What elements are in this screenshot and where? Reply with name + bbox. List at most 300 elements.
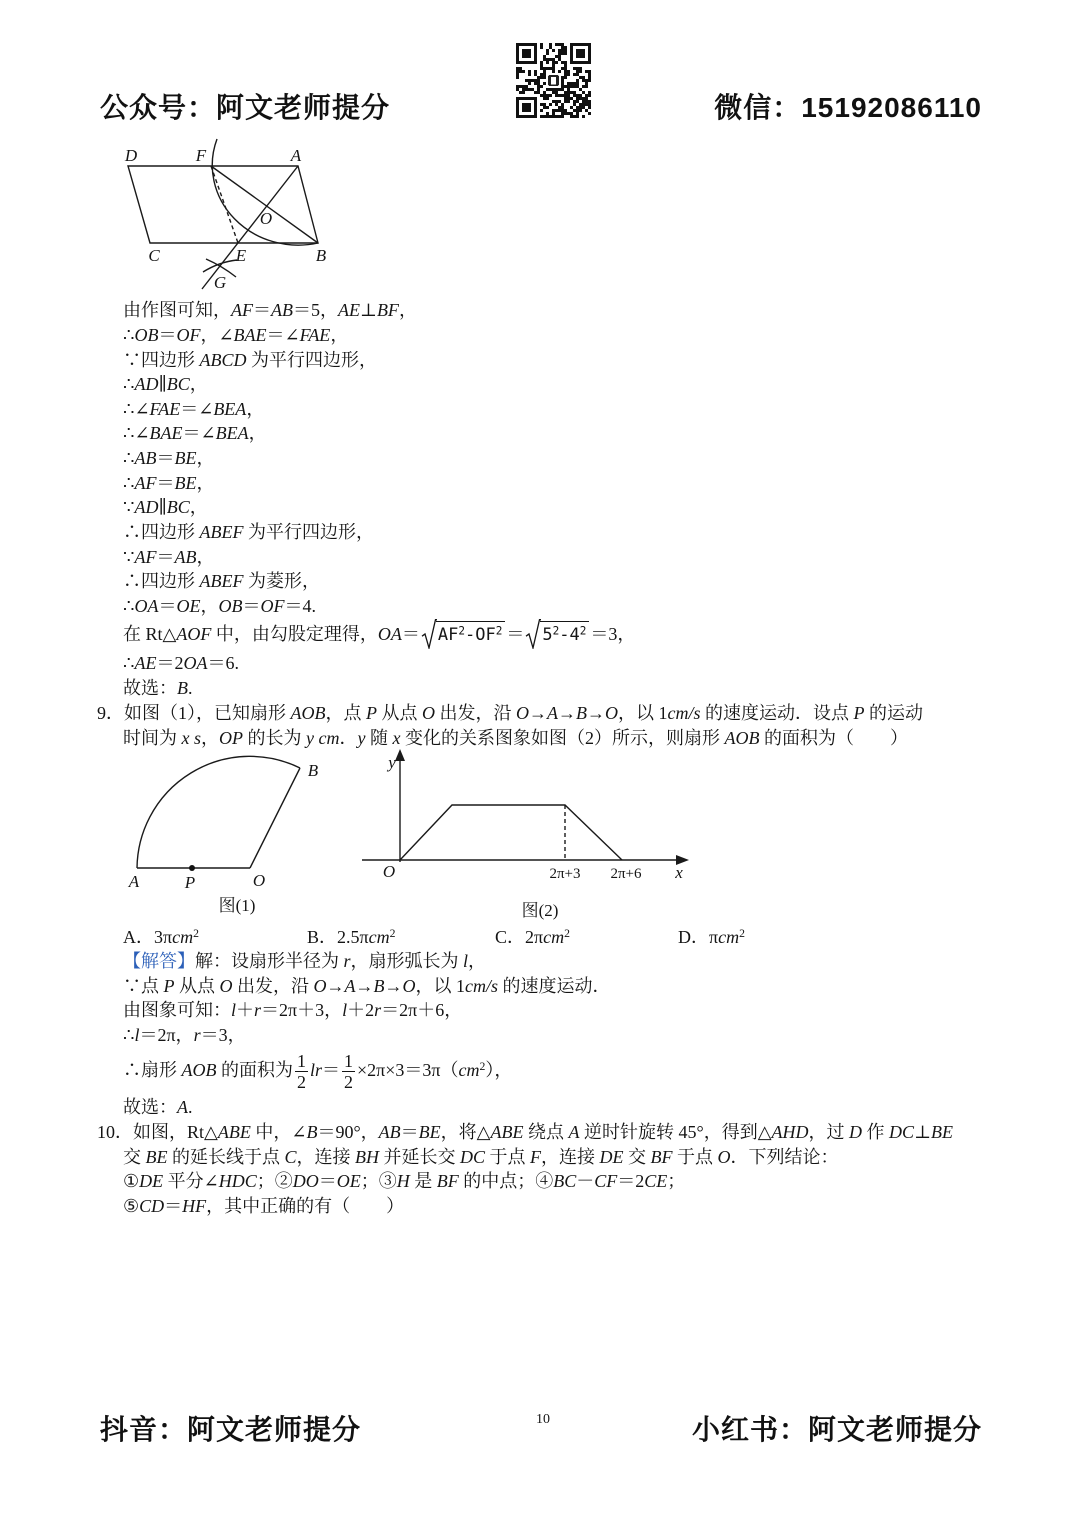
text-run: ⊥ bbox=[914, 1122, 931, 1142]
text-run: 的运动 bbox=[864, 703, 923, 723]
text-run: ∴四边形 bbox=[123, 522, 200, 542]
math-variable: OF bbox=[260, 596, 285, 616]
text-run: ＋ bbox=[236, 1000, 255, 1020]
text-run: ，过 bbox=[808, 1122, 850, 1142]
math-variable: A bbox=[177, 1097, 188, 1117]
header-wechat-account: 公众号：阿文老师提分 bbox=[100, 92, 391, 123]
text-run: ＝3， bbox=[590, 624, 636, 644]
label-b: B bbox=[307, 761, 319, 780]
text-run: 解：设扇形半径为 bbox=[195, 951, 344, 971]
text-run: 出发，沿 bbox=[435, 703, 516, 723]
header-wechat-id: 微信：15192086110 bbox=[714, 92, 982, 123]
math-variable: A bbox=[344, 976, 356, 996]
math-variable: AB bbox=[134, 448, 157, 468]
math-variable: BF bbox=[436, 1171, 459, 1191]
text-run: ∵点 bbox=[123, 976, 164, 996]
text-run: 绕点 bbox=[523, 1122, 569, 1142]
solution-8-pythagoras-line bbox=[123, 619, 635, 649]
solution-9-line bbox=[123, 998, 462, 1022]
text-run: ， bbox=[189, 374, 208, 394]
math-variable: AOB bbox=[181, 1060, 217, 1080]
solution-8-line bbox=[123, 323, 348, 347]
text-run: ＝ bbox=[322, 1060, 341, 1080]
text-run: -4 bbox=[559, 625, 580, 645]
text-run: 在 Rt△ bbox=[123, 624, 177, 644]
solution-8-line bbox=[123, 446, 214, 470]
math-variable: BC bbox=[553, 1171, 577, 1191]
solution-8-line bbox=[123, 471, 214, 495]
superscript: 2 bbox=[552, 624, 560, 638]
superscript: 2 bbox=[579, 624, 587, 638]
text-run: 随 bbox=[365, 728, 393, 748]
solution-9-line bbox=[123, 974, 611, 998]
text-run: 时间为 bbox=[123, 728, 182, 748]
solution-8-line bbox=[123, 348, 377, 372]
math-variable: BAE bbox=[149, 423, 183, 443]
solution-9-line bbox=[123, 1023, 246, 1047]
text-run: ； bbox=[667, 1171, 686, 1191]
text-run: ＝ bbox=[506, 624, 525, 644]
math-variable: DE bbox=[139, 1171, 164, 1191]
solution-8-line bbox=[123, 421, 267, 445]
text-run: ＝ bbox=[156, 473, 175, 493]
text-run: ＝ bbox=[401, 624, 420, 644]
footer-douyin-account: 抖音：阿文老师提分 bbox=[100, 1414, 362, 1445]
text-run: 如图（1），已知扇形 bbox=[124, 703, 291, 723]
text-run: A．3π bbox=[123, 927, 173, 947]
label-e: E bbox=[235, 246, 247, 265]
text-run: . bbox=[188, 1097, 193, 1117]
question-9-figures bbox=[120, 745, 700, 925]
text-run: ∴∠ bbox=[123, 399, 150, 419]
segment-fb bbox=[211, 166, 318, 243]
text-run: ，点 bbox=[325, 703, 366, 723]
text-run: － bbox=[576, 1171, 595, 1191]
superscript: 2 bbox=[495, 624, 503, 638]
text-run: ∥ bbox=[158, 374, 167, 394]
math-variable: OB bbox=[218, 596, 243, 616]
solution-9-line bbox=[123, 949, 486, 973]
math-variable: cm/s bbox=[465, 976, 498, 996]
text-run: ， bbox=[468, 951, 487, 971]
label-a: A bbox=[128, 872, 140, 891]
text-run: 从点 bbox=[174, 976, 220, 996]
text-run: 由作图可知， bbox=[123, 300, 231, 320]
text-run: ， bbox=[196, 473, 215, 493]
y-axis-arrow-icon bbox=[395, 749, 405, 761]
solution-8-line bbox=[123, 495, 208, 519]
label-g: G bbox=[213, 273, 227, 292]
math-variable: B bbox=[373, 976, 385, 996]
text-run: C．2π bbox=[495, 927, 544, 947]
text-run: -OF bbox=[465, 625, 496, 645]
fraction-numerator: 1 bbox=[297, 1051, 306, 1072]
solution-8-line bbox=[123, 569, 320, 593]
math-variable: CE bbox=[644, 1171, 668, 1191]
option-b bbox=[307, 925, 395, 949]
sector-arc bbox=[137, 756, 300, 868]
math-variable: DC bbox=[460, 1147, 486, 1167]
math-variable: y cm bbox=[306, 728, 340, 748]
math-variable: O bbox=[516, 703, 529, 723]
math-variable: O bbox=[717, 1147, 731, 1167]
math-variable: OE bbox=[176, 596, 201, 616]
math-variable: BEA bbox=[213, 399, 247, 419]
text-run: 由图象可知： bbox=[123, 1000, 231, 1020]
radius-ob bbox=[250, 768, 300, 868]
math-variable: AOF bbox=[176, 624, 212, 644]
math-variable: cm bbox=[718, 927, 740, 947]
text-run: ＝ bbox=[164, 1196, 183, 1216]
text-run: ⑤ bbox=[123, 1196, 140, 1216]
math-variable: OA bbox=[377, 624, 402, 644]
math-variable: DO bbox=[292, 1171, 319, 1191]
solution-8-line bbox=[123, 298, 417, 322]
label-p: P bbox=[184, 873, 196, 892]
math-variable: DE bbox=[599, 1147, 624, 1167]
option-d bbox=[678, 925, 745, 949]
text-run: 平分∠ bbox=[163, 1171, 219, 1191]
text-run: ， bbox=[200, 596, 219, 616]
math-variable: HDC bbox=[218, 1171, 257, 1191]
text-run: 为菱形， bbox=[243, 571, 320, 591]
text-run: ＝ bbox=[242, 596, 261, 616]
text-run: 如图，Rt△ bbox=[133, 1122, 218, 1142]
text-run: AF bbox=[437, 625, 459, 645]
solution-8-answer bbox=[123, 676, 193, 700]
text-run: ＝ bbox=[318, 1171, 337, 1191]
math-variable: BEA bbox=[215, 423, 249, 443]
math-variable: lr bbox=[310, 1060, 323, 1080]
text-run: 出发，沿 bbox=[232, 976, 314, 996]
text-run: ， bbox=[246, 399, 265, 419]
math-variable: BF bbox=[650, 1147, 673, 1167]
label-f: F bbox=[195, 146, 207, 165]
text-run: ，以 1 bbox=[415, 976, 465, 996]
question-number: 9． bbox=[97, 703, 124, 723]
superscript: 2 bbox=[739, 927, 745, 941]
text-run: ，连接 bbox=[541, 1147, 600, 1167]
math-variable: B bbox=[177, 678, 188, 698]
label-d: D bbox=[124, 146, 138, 165]
question-9-line bbox=[97, 701, 923, 725]
solution-8-line bbox=[123, 594, 316, 618]
option-c bbox=[495, 925, 570, 949]
text-run: ∴ bbox=[123, 325, 135, 345]
text-run: ＝2π， bbox=[139, 1025, 194, 1045]
radicand bbox=[436, 621, 506, 646]
x-axis-label: x bbox=[675, 863, 683, 882]
superscript: 2 bbox=[389, 927, 396, 941]
text-run: ∵ bbox=[123, 497, 135, 517]
math-variable: O bbox=[422, 703, 435, 723]
square-root bbox=[421, 619, 506, 649]
text-run: ， bbox=[196, 547, 215, 567]
text-run: ＝∠ bbox=[182, 423, 216, 443]
math-variable: DC bbox=[889, 1122, 915, 1142]
math-variable: AE bbox=[338, 300, 360, 320]
solution-9-answer bbox=[123, 1095, 193, 1119]
text-run: ∴ bbox=[123, 473, 135, 493]
text-run: ＝5， bbox=[293, 300, 338, 320]
math-variable: OP bbox=[219, 728, 243, 748]
text-run: 为平行四边形， bbox=[243, 522, 374, 542]
fraction bbox=[342, 1051, 355, 1092]
math-variable: BE bbox=[174, 448, 197, 468]
math-variable: P bbox=[163, 976, 175, 996]
math-variable: AD bbox=[134, 374, 159, 394]
square-root bbox=[525, 619, 589, 649]
text-run: ∴ bbox=[123, 448, 135, 468]
math-variable: l bbox=[342, 1000, 348, 1020]
footer-xiaohongshu-account: 小红书：阿文老师提分 bbox=[691, 1414, 982, 1445]
text-run: D．π bbox=[678, 927, 719, 947]
text-run: ， bbox=[248, 423, 267, 443]
text-run: 中，∠ bbox=[250, 1122, 307, 1142]
question-9-text bbox=[124, 703, 923, 723]
math-variable: P bbox=[366, 703, 377, 723]
fraction-numerator: 1 bbox=[344, 1051, 354, 1072]
text-run: ， bbox=[330, 325, 349, 345]
math-variable: cm bbox=[172, 927, 194, 947]
math-variable: AOB bbox=[724, 728, 760, 748]
math-variable: BC bbox=[166, 497, 190, 517]
math-variable: AF bbox=[231, 300, 253, 320]
text-run: ∵ bbox=[123, 547, 135, 567]
text-run: 故选： bbox=[123, 1097, 177, 1117]
text-run: ∥ bbox=[158, 497, 167, 517]
math-variable: F bbox=[530, 1147, 542, 1167]
text-run: ＝2 bbox=[156, 653, 184, 673]
text-run: . bbox=[188, 678, 193, 698]
superscript: 2 bbox=[564, 927, 570, 941]
superscript: 2 bbox=[458, 624, 465, 638]
math-variable: OA bbox=[183, 653, 208, 673]
math-variable: cm bbox=[458, 1060, 480, 1080]
question-10-line bbox=[97, 1120, 953, 1144]
text-run: 于点 bbox=[672, 1147, 718, 1167]
text-run: ＝ bbox=[158, 596, 177, 616]
text-run: ＋2 bbox=[347, 1000, 375, 1020]
answer-tag: 【解答】 bbox=[123, 951, 195, 971]
question-10-text bbox=[133, 1122, 953, 1142]
solution-8-line bbox=[123, 397, 264, 421]
math-variable: BE bbox=[931, 1122, 953, 1142]
text-run: → bbox=[587, 703, 605, 723]
text-run: ＝6. bbox=[207, 653, 239, 673]
math-variable: BE bbox=[174, 473, 197, 493]
text-run: 于点 bbox=[485, 1147, 531, 1167]
superscript: 2 bbox=[479, 1060, 486, 1074]
text-run: ，以 1 bbox=[618, 703, 668, 723]
math-variable: cm bbox=[543, 927, 565, 947]
math-variable: O bbox=[605, 703, 618, 723]
y-axis-label: y bbox=[388, 753, 396, 772]
text-run: ∵四边形 bbox=[123, 350, 200, 370]
math-variable: ABCD bbox=[199, 350, 247, 370]
math-variable: BE bbox=[145, 1147, 168, 1167]
math-variable: BF bbox=[376, 300, 399, 320]
text-run: 的速度运动．设点 bbox=[700, 703, 854, 723]
text-run: ， bbox=[201, 728, 219, 748]
math-variable: ABE bbox=[490, 1122, 524, 1142]
math-variable: P bbox=[853, 703, 865, 723]
figure-1-caption: 图(1) bbox=[218, 896, 256, 915]
math-variable: r bbox=[254, 1000, 262, 1020]
text-run: ＝2π＋3， bbox=[261, 1000, 343, 1020]
radicand bbox=[540, 621, 589, 646]
math-variable: l bbox=[134, 1025, 140, 1045]
text-run: ＝∠ bbox=[266, 325, 300, 345]
text-run: 为平行四边形， bbox=[246, 350, 377, 370]
text-run: 逆时针旋转 45°，得到△ bbox=[579, 1122, 772, 1142]
math-variable: OE bbox=[336, 1171, 361, 1191]
math-variable: FAE bbox=[149, 399, 181, 419]
math-variable: C bbox=[284, 1147, 297, 1167]
math-variable: BAE bbox=[233, 325, 267, 345]
math-variable: H bbox=[396, 1171, 410, 1191]
text-run: ＝ bbox=[158, 325, 177, 345]
text-run: ＝2 bbox=[617, 1171, 645, 1191]
math-variable: B bbox=[576, 703, 587, 723]
text-run: ， bbox=[189, 497, 208, 517]
math-variable: AD bbox=[134, 497, 159, 517]
text-run: 并延长交 bbox=[379, 1147, 461, 1167]
text-run: ＝ bbox=[253, 300, 271, 320]
math-variable: CD bbox=[139, 1196, 165, 1216]
solution-8-line bbox=[123, 651, 239, 675]
text-run: ，扇形弧长为 bbox=[350, 951, 464, 971]
math-variable: AOB bbox=[290, 703, 326, 723]
math-variable: AB bbox=[378, 1122, 401, 1142]
qr-code-icon bbox=[516, 43, 591, 118]
tick-label: 2π+6 bbox=[610, 866, 642, 882]
text-run: ×2π×3＝3π（ bbox=[357, 1060, 459, 1080]
text-run: ∴ bbox=[123, 374, 135, 394]
text-run: ；③ bbox=[360, 1171, 397, 1191]
text-run: 的面积为 bbox=[216, 1060, 293, 1080]
superscript: 2 bbox=[193, 927, 199, 941]
text-run: ∴ bbox=[123, 653, 135, 673]
math-variable: BH bbox=[355, 1147, 380, 1167]
radical-sign-icon bbox=[525, 619, 541, 649]
tick-label: 2π+3 bbox=[549, 866, 581, 882]
text-run: ∴ bbox=[123, 596, 135, 616]
graph-line bbox=[400, 805, 622, 860]
math-variable: r bbox=[343, 951, 351, 971]
text-run: ，其中正确的有（ ） bbox=[206, 1196, 405, 1216]
solution-8-line bbox=[123, 545, 214, 569]
math-variable: O bbox=[402, 976, 416, 996]
math-variable: BC bbox=[166, 374, 190, 394]
text-run: ＝2π＋6， bbox=[381, 1000, 463, 1020]
label-o: O bbox=[259, 209, 273, 228]
text-run: 5 bbox=[542, 625, 553, 645]
text-run: ＝90°， bbox=[317, 1122, 379, 1142]
text-run: ，将△ bbox=[440, 1122, 491, 1142]
math-variable: x s bbox=[181, 728, 201, 748]
math-variable: OB bbox=[134, 325, 159, 345]
math-variable: l bbox=[231, 1000, 237, 1020]
text-run: ；② bbox=[256, 1171, 293, 1191]
text-run: ① bbox=[123, 1171, 140, 1191]
math-variable: OA bbox=[134, 596, 159, 616]
solution-8-line bbox=[123, 372, 208, 396]
label-b: B bbox=[315, 246, 327, 265]
page-number: 10 bbox=[536, 1412, 550, 1427]
label-o: O bbox=[252, 871, 266, 890]
text-run: 作 bbox=[862, 1122, 890, 1142]
text-run: → bbox=[529, 703, 547, 723]
text-run: 的面积为（ ） bbox=[759, 728, 908, 748]
math-variable: O bbox=[219, 976, 233, 996]
question-10-line bbox=[123, 1145, 839, 1169]
math-variable: y bbox=[357, 728, 366, 748]
math-variable: AHD bbox=[771, 1122, 809, 1142]
text-run: ＝3， bbox=[200, 1025, 246, 1045]
math-variable: D bbox=[849, 1122, 863, 1142]
math-variable: HF bbox=[182, 1196, 207, 1216]
text-run: ． bbox=[339, 728, 358, 748]
text-run: 中，由勾股定理得， bbox=[211, 624, 378, 644]
text-run: ，∠ bbox=[200, 325, 234, 345]
math-variable: r bbox=[374, 1000, 382, 1020]
math-variable: ABE bbox=[217, 1122, 251, 1142]
text-run: → bbox=[384, 976, 403, 996]
figure-2-caption: 图(2) bbox=[521, 901, 559, 920]
text-run: ．下列结论： bbox=[730, 1147, 839, 1167]
fraction-denominator: 2 bbox=[344, 1072, 354, 1093]
text-run: ⊥ bbox=[360, 300, 377, 320]
label-c: C bbox=[148, 246, 160, 265]
construction-arc bbox=[212, 139, 318, 245]
text-run: 的中点；④ bbox=[458, 1171, 554, 1191]
question-10-line bbox=[123, 1194, 404, 1218]
text-run: → bbox=[558, 703, 576, 723]
fraction bbox=[295, 1051, 308, 1092]
math-variable: BE bbox=[418, 1122, 441, 1142]
question-number: 10． bbox=[97, 1122, 133, 1142]
math-variable: ABEF bbox=[199, 522, 244, 542]
text-run: 的速度运动． bbox=[498, 976, 611, 996]
text-run: B．2.5π bbox=[307, 927, 369, 947]
math-variable: x bbox=[392, 728, 401, 748]
text-run: ， bbox=[196, 448, 215, 468]
question-10-line bbox=[123, 1169, 685, 1193]
math-variable: l bbox=[463, 951, 469, 971]
parallelogram-construction-figure bbox=[110, 130, 340, 295]
math-variable: B bbox=[306, 1122, 318, 1142]
math-variable: AB bbox=[174, 547, 197, 567]
segment-ag bbox=[202, 166, 298, 289]
math-variable: FAE bbox=[299, 325, 331, 345]
text-run: ∴ bbox=[123, 1025, 135, 1045]
text-run: → bbox=[355, 976, 374, 996]
text-run: ∴∠ bbox=[123, 423, 150, 443]
point-p bbox=[189, 865, 195, 871]
radical-stroke bbox=[422, 620, 437, 648]
text-run: 的长为 bbox=[243, 728, 306, 748]
text-run: ， bbox=[398, 300, 417, 320]
math-variable: cm bbox=[368, 927, 390, 947]
text-run: ＝4. bbox=[284, 596, 316, 616]
math-variable: AE bbox=[134, 653, 157, 673]
math-variable: O bbox=[313, 976, 327, 996]
fraction-denominator: 2 bbox=[297, 1072, 306, 1093]
text-run: 变化的关系图象如图（2）所示，则扇形 bbox=[400, 728, 725, 748]
option-a bbox=[123, 925, 199, 949]
origin-label: O bbox=[382, 862, 396, 881]
